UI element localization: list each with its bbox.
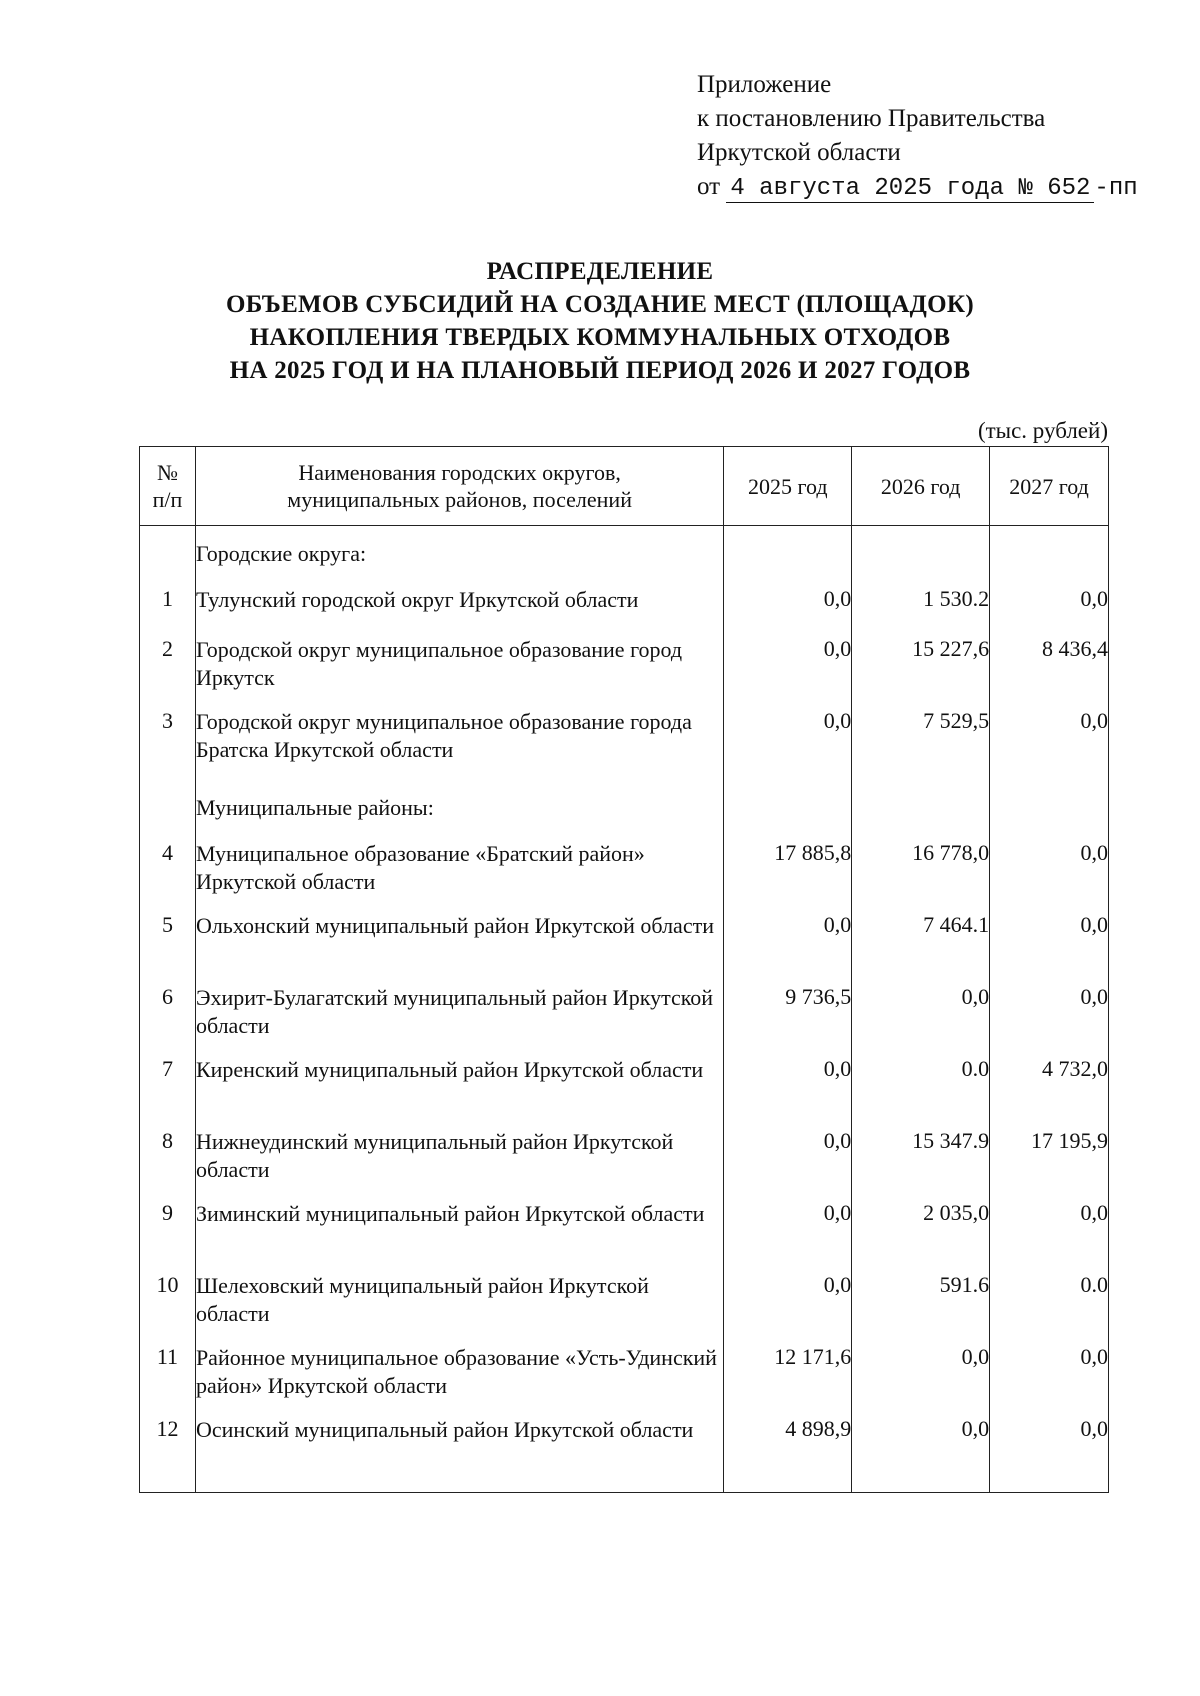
header-name-line-2: муниципальных районов, поселений (287, 487, 632, 512)
row-2026: 1 530.2 (852, 586, 990, 636)
table-row (140, 840, 1109, 912)
section-city-label: Городские округа: (195, 526, 723, 587)
row-name: Зиминский муниципальный район Иркутской области (195, 1200, 723, 1272)
row-name: Шелеховский муниципальный район Иркутской области (195, 1272, 723, 1344)
table-row (140, 1056, 1109, 1128)
row-2027: 0,0 (990, 708, 1109, 780)
row-2026: 0.0 (852, 1056, 990, 1128)
document-title (0, 255, 1200, 387)
row-2025: 0,0 (724, 586, 852, 636)
row-2027: 0,0 (990, 984, 1109, 1056)
row-2025: 4 898,9 (724, 1416, 852, 1493)
row-num: 5 (140, 912, 196, 984)
row-num: 2 (140, 636, 196, 708)
row-num: 4 (140, 840, 196, 912)
table-row (140, 636, 1109, 708)
table-row (140, 1344, 1109, 1416)
row-2026: 2 035,0 (852, 1200, 990, 1272)
row-2027: 0,0 (990, 840, 1109, 912)
table-row (140, 586, 1109, 636)
header-name-line-1: Наименования городских округов, (298, 460, 621, 485)
header-2027: 2027 год (990, 447, 1109, 526)
appendix-line-1: Приложение (697, 71, 832, 98)
appendix-block (697, 68, 1138, 206)
header-name (195, 447, 723, 526)
row-2026: 7 464.1 (852, 912, 990, 984)
row-2026: 15 227,6 (852, 636, 990, 708)
title-line-4: НА 2025 ГОД И НА ПЛАНОВЫЙ ПЕРИОД 2026 И 2027 ГОДОВ (229, 357, 971, 384)
row-name: Нижнеудинский муниципальный район Иркутской области (195, 1128, 723, 1200)
row-name: Муниципальное образование «Братский район» Иркутской области (195, 840, 723, 912)
date-value: 4 августа 2025 года № 652 (726, 175, 1094, 203)
row-2027: 0,0 (990, 912, 1109, 984)
row-2026: 15 347.9 (852, 1128, 990, 1200)
row-2025: 0,0 (724, 636, 852, 708)
unit-label: (тыс. рублей) (977, 418, 1108, 443)
row-num: 1 (140, 586, 196, 636)
table-row (140, 1128, 1109, 1200)
section-row-district (140, 780, 1109, 840)
row-name: Эхирит-Булагатский муниципальный район Иркутской области (195, 984, 723, 1056)
row-2026: 0,0 (852, 1416, 990, 1493)
row-2026: 591.6 (852, 1272, 990, 1344)
section-row-city (140, 526, 1109, 587)
appendix-date-line (697, 170, 1138, 206)
title-line-3: НАКОПЛЕНИЯ ТВЕРДЫХ КОММУНАЛЬНЫХ ОТХОДОВ (249, 324, 951, 351)
title-line-2: ОБЪЕМОВ СУБСИДИЙ НА СОЗДАНИЕ МЕСТ (ПЛОЩАДОК) (226, 291, 974, 318)
table-row (140, 984, 1109, 1056)
table-row (140, 708, 1109, 780)
row-2026: 16 778,0 (852, 840, 990, 912)
date-suffix: -пп (1094, 175, 1138, 202)
row-2026: 7 529,5 (852, 708, 990, 780)
table-header-row (140, 447, 1109, 526)
date-prefix: от (697, 173, 721, 200)
table-row (140, 912, 1109, 984)
row-2027: 8 436,4 (990, 636, 1109, 708)
row-name: Ольхонский муниципальный район Иркутской области (195, 912, 723, 984)
appendix-line-3: Иркутской области (697, 139, 901, 166)
table-row (140, 1416, 1109, 1493)
row-num: 11 (140, 1344, 196, 1416)
row-2026: 0,0 (852, 1344, 990, 1416)
row-2025: 0,0 (724, 1056, 852, 1128)
row-2025: 0,0 (724, 1272, 852, 1344)
row-name: Осинский муниципальный район Иркутской области (195, 1416, 723, 1493)
row-num: 10 (140, 1272, 196, 1344)
row-2025: 0,0 (724, 708, 852, 780)
row-name: Киренский муниципальный район Иркутской области (195, 1056, 723, 1128)
row-num: 3 (140, 708, 196, 780)
row-2027: 0,0 (990, 1200, 1109, 1272)
header-2026: 2026 год (852, 447, 990, 526)
row-num: 8 (140, 1128, 196, 1200)
row-2025: 17 885,8 (724, 840, 852, 912)
header-num (140, 447, 196, 526)
row-2027: 0,0 (990, 1344, 1109, 1416)
row-name: Тулунский городской округ Иркутской области (195, 586, 723, 636)
table-row (140, 1200, 1109, 1272)
subsidy-table (139, 446, 1109, 1493)
row-2027: 4 732,0 (990, 1056, 1109, 1128)
header-num-line-1: № (156, 460, 178, 485)
row-2027: 0,0 (990, 586, 1109, 636)
appendix-line-2: к постановлению Правительства (697, 105, 1046, 132)
header-2025: 2025 год (724, 447, 852, 526)
row-2025: 9 736,5 (724, 984, 852, 1056)
row-num: 9 (140, 1200, 196, 1272)
row-num: 12 (140, 1416, 196, 1493)
row-name: Городской округ муниципальное образование город Иркутск (195, 636, 723, 708)
title-line-1: РАСПРЕДЕЛЕНИЕ (486, 258, 714, 285)
row-num: 7 (140, 1056, 196, 1128)
header-num-line-2: п/п (152, 487, 183, 512)
row-2026: 0,0 (852, 984, 990, 1056)
row-name: Районное муниципальное образование «Усть-Удинский район» Иркутской области (195, 1344, 723, 1416)
table-row (140, 1272, 1109, 1344)
row-name: Городской округ муниципальное образование города Братска Иркутской области (195, 708, 723, 780)
row-2027: 0,0 (990, 1416, 1109, 1493)
row-2025: 12 171,6 (724, 1344, 852, 1416)
row-2025: 0,0 (724, 1128, 852, 1200)
section-district-label: Муниципальные районы: (195, 780, 723, 840)
row-2027: 0.0 (990, 1272, 1109, 1344)
row-2027: 17 195,9 (990, 1128, 1109, 1200)
row-num: 6 (140, 984, 196, 1056)
row-2025: 0,0 (724, 1200, 852, 1272)
row-2025: 0,0 (724, 912, 852, 984)
